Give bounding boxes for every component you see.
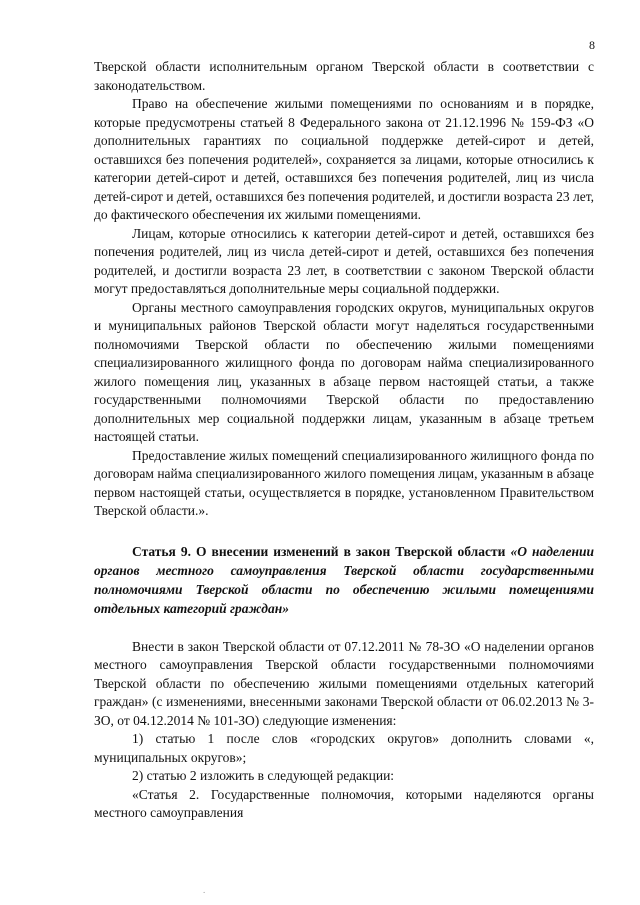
article-heading-law-title: «О наделении органов местного самоуправления Тверской области государственными полномочиями Тверской области по обеспечению жилыми помещениями отдельных категорий граждан» [94,543,594,616]
paragraph-amendment-intro: Внести в закон Тверской области от 07.12.2011 № 78-ЗО «О наделении органов местного самоуправления Тверской области государственными полномочиями Тверской области по обеспечению жилыми помещениями отдельных категорий граждан» (с изменениями, внесенными законами Тверской области от 06.02.2013 № 3-ЗО, от 04.12.2014 № 101-ЗО) следующие изменения: [94,638,594,728]
scan-mark: . [203,885,206,895]
document-body [94,58,594,823]
paragraph-housing-right: Право на обеспечение жилыми помещениями по основаниям и в порядке, которые предусмотрены статьей 8 Федерального закона от 21.12.1996 № 159-ФЗ «О дополнительных гарантиях по социальной поддержке детей-сирот и детей, оставшихся без попечения родителей», сохраняется за лицами, которые относились к категории детей-сирот и детей, оставшихся без попечения родителей, лиц из числа детей-сирот и детей, оставшихся без попечения родителей, и достигли возраста 23 лет, до фактического обеспечения их жилыми помещениями. [94,96,594,222]
paragraph-provision-procedure: Предоставление жилых помещений специализированного жилищного фонда по договорам найма специализированного жилого помещения лицам, указанным в абзаце первом настоящей статьи, осуществляется в порядке, установленном Правительством Тверской области.». [94,447,594,518]
paragraph-additional-support: Лицам, которые относились к категории детей-сирот и детей, оставшихся без попечения родителей, лиц из числа детей-сирот и детей, оставшихся без попечения родителей, и достигли возраста 23 лет, в соответствии с законом Тверской области могут предоставляться дополнительные меры социальной поддержки. [94,225,594,296]
article-heading-start: Статья 9. О внесении изменений в закон Тверской области [132,543,511,559]
amendment-item-2: 2) статью 2 изложить в следующей редакции: [132,768,395,783]
article-9-heading [94,542,594,618]
amendment-article-2-start: «Статья 2. Государственные полномочия, которыми наделяются органы местного самоуправления [94,786,594,820]
page-number: 8 [589,38,595,52]
paragraph-local-authorities: Органы местного самоуправления городских округов, муниципальных округов и муниципальных районов Тверской области могут наделяться государственными полномочиями Тверской области по обеспечению жилыми помещениями специализированного жилищного фонда по договорам найма специализированного жилого помещения лиц, указанных в абзаце первом настоящей статьи, а также государственными полномочиями Тверской области по предоставлению дополнительных мер социальной поддержки лицам, указанным в абзаце третьем настоящей статьи. [94,299,594,444]
paragraph-continuation: Тверской области исполнительным органом Тверской области в соответствии с законодательством. [94,59,594,93]
amendment-item-1: 1) статью 1 после слов «городских округов» дополнить словами «, муниципальных округов»; [94,731,594,765]
